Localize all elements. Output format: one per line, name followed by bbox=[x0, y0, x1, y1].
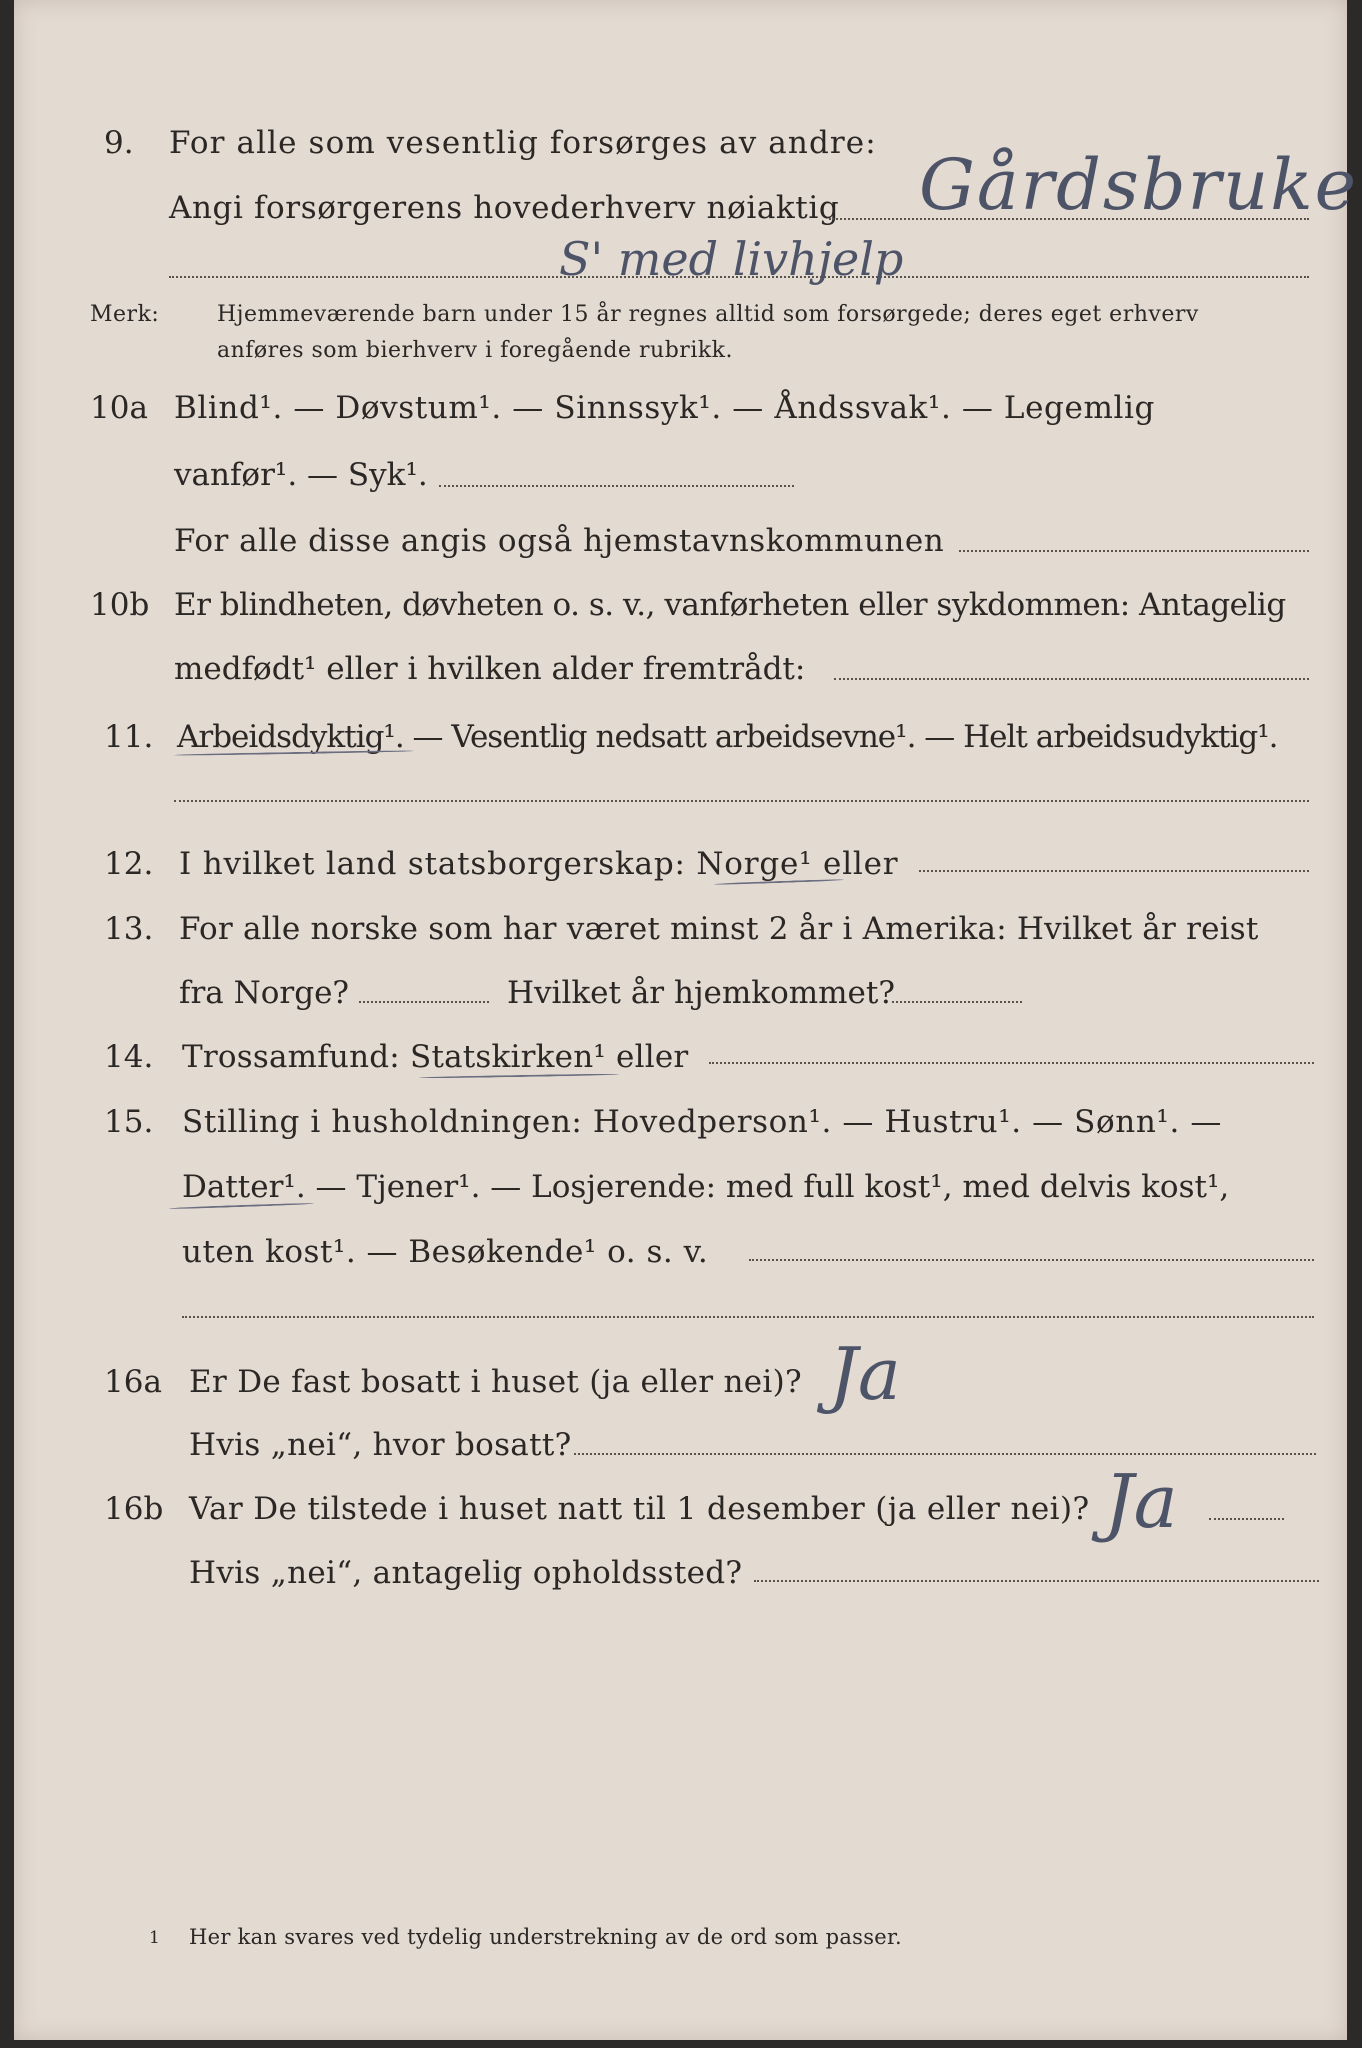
q10b-text-line1: Er blindheten, døvheten o. s. v., vanførheten eller sykdommen: Antagelig bbox=[174, 587, 1286, 623]
q14-answer-line bbox=[709, 1062, 1314, 1064]
q16a-text-line1: Er De fast bosatt i huset (ja eller nei)? bbox=[189, 1364, 802, 1400]
q16b-answer-line bbox=[1209, 1518, 1284, 1520]
footnote-mark: 1 bbox=[149, 1928, 161, 1948]
q9-handwritten-answer2: S' med livhjelp bbox=[559, 232, 904, 286]
q15-text-line1: Stilling i husholdningen: Hovedperson¹. — Hustru¹. — Sønn¹. — bbox=[182, 1104, 1222, 1140]
q14-number: 14. bbox=[104, 1039, 154, 1075]
q16b-text-line2: Hvis „nei“, antagelig opholdssted? bbox=[189, 1555, 743, 1591]
q13-number: 13. bbox=[104, 911, 154, 947]
q10b-text-line2: medfødt¹ eller i hvilken alder fremtrådt: bbox=[174, 651, 806, 687]
q16b-opholdssted-line bbox=[754, 1580, 1319, 1582]
q10a-text-line3: For alle disse angis også hjemstavnskommunen bbox=[174, 523, 945, 559]
q16a-answer-line bbox=[574, 1453, 1316, 1455]
q12-answer-line bbox=[919, 870, 1309, 872]
q16a-number: 16a bbox=[104, 1364, 162, 1400]
merk-text-line1: Hjemmeværende barn under 15 år regnes alltid som forsørgede; deres eget erhverv bbox=[217, 302, 1199, 327]
q11-answer-line bbox=[174, 800, 1309, 802]
q16a-handwritten-answer: Ja bbox=[829, 1332, 901, 1416]
q12-number: 12. bbox=[104, 846, 154, 882]
footnote-text: Her kan svares ved tydelig understrekning av de ord som passer. bbox=[189, 1925, 903, 1949]
q12-text-line1: I hvilket land statsborgerskap: Norge¹ eller bbox=[179, 846, 899, 882]
q10a-hjemstavn-line bbox=[959, 550, 1309, 552]
q13-hjemkommet-line bbox=[892, 1001, 1022, 1003]
q15-text-line2: Datter¹. — Tjener¹. — Losjerende: med full kost¹, med delvis kost¹, bbox=[182, 1169, 1230, 1205]
q13-text-line1: For alle norske som har været minst 2 år i Amerika: Hvilket år reist bbox=[179, 911, 1259, 947]
q15-answer-line2 bbox=[182, 1316, 1314, 1318]
q9-text-line1: For alle som vesentlig forsørges av andre: bbox=[169, 125, 877, 161]
q16b-handwritten-answer: Ja bbox=[1104, 1459, 1178, 1545]
q15-text-line3: uten kost¹. — Besøkende¹ o. s. v. bbox=[182, 1234, 709, 1270]
q10a-text-line2: vanfør¹. — Syk¹. bbox=[174, 457, 428, 493]
q16b-text-line1: Var De tilstede i huset natt til 1 desember (ja eller nei)? bbox=[189, 1491, 1090, 1527]
merk-text-line2: anføres som bierhverv i foregående rubrikk. bbox=[217, 338, 734, 363]
q11-number: 11. bbox=[104, 719, 154, 755]
q9-text-line2: Angi forsørgerens hovederhverv nøiaktig bbox=[169, 190, 840, 226]
q14-text-line1: Trossamfund: Statskirken¹ eller bbox=[182, 1039, 689, 1075]
q13-text-line2b: Hvilket år hjemkommet? bbox=[507, 975, 895, 1011]
q10b-number: 10b bbox=[90, 587, 150, 623]
q10a-text-line1: Blind¹. — Døvstum¹. — Sinnssyk¹. — Åndssvak¹. — Legemlig bbox=[174, 390, 1155, 426]
q10b-answer-line bbox=[834, 678, 1309, 680]
q15-answer-line bbox=[749, 1259, 1314, 1261]
q15-number: 15. bbox=[104, 1104, 154, 1140]
q9-number: 9. bbox=[104, 125, 134, 161]
q16b-number: 16b bbox=[104, 1491, 164, 1527]
merk-label: Merk: bbox=[90, 302, 160, 327]
q10a-answer-line bbox=[439, 485, 794, 487]
q13-reist-line bbox=[359, 1001, 489, 1003]
q10a-number: 10a bbox=[90, 390, 148, 426]
q11-text-line1: Arbeidsdyktig¹. — Vesentlig nedsatt arbeidsevne¹. — Helt arbeidsudyktig¹. bbox=[177, 719, 1278, 755]
q9-handwritten-answer: Gårdsbruke bbox=[919, 144, 1359, 226]
q13-text-line2a: fra Norge? bbox=[179, 975, 350, 1011]
q16a-text-line2: Hvis „nei“, hvor bosatt? bbox=[189, 1427, 572, 1463]
census-form-page bbox=[14, 0, 1359, 2040]
